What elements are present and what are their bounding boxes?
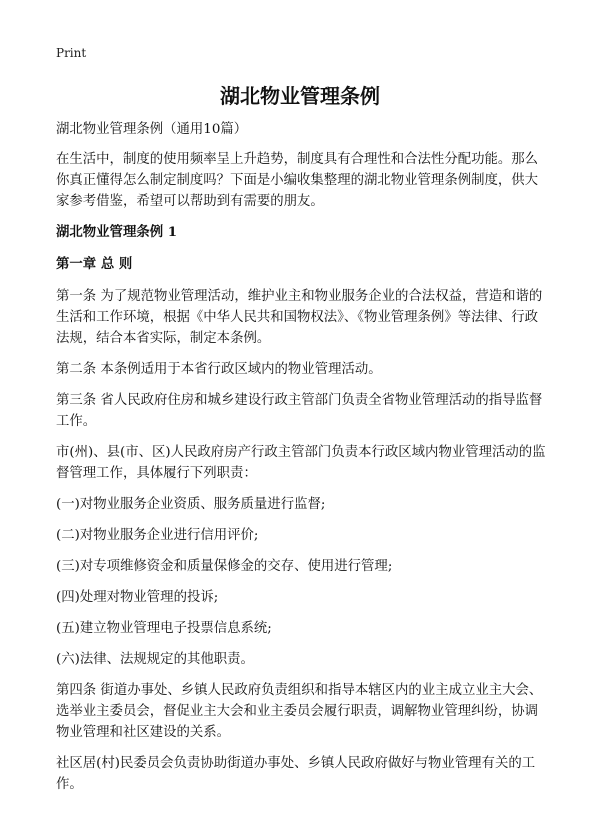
chapter-heading: 第一章 总 则 [56,256,133,272]
duty-item-4: (四)处理对物业管理的投诉; [56,590,219,605]
community-committee-paragraph: 社区居(村)民委员会负责协助街道办事处、乡镇人民政府做好与物业管理有关的工作。 [56,756,536,792]
duty-item-6: (六)法律、法规规定的其他职责。 [56,652,254,667]
duty-item-3: (三)对专项维修资金和质量保修金的交存、使用进行管理; [56,559,393,574]
article-4-paragraph: 第四条 街道办事处、乡镇人民政府负责组织和指导本辖区内的业主成立业主大会、选举业主委员会，督促业主大会和业主委员会履行职责，调解物业管理纠纷，协调物业管理和社区建设的关系。 [56,683,543,740]
duty-item-1: (一)对物业服务企业资质、服务质量进行监督; [56,497,326,512]
article-3-duties-intro: 市(州)、县(市、区)人民政府房产行政主管部门负责本行政区域内物业管理活动的监督管理工作，具体履行下列职责： [56,445,546,481]
duty-item-5: (五)建立物业管理电子投票信息系统; [56,621,272,636]
document-title: 湖北物业管理条例 [220,84,380,108]
article-3-paragraph: 第三条 省人民政府住房和城乡建设行政主管部门负责全省物业管理活动的指导监督工作。 [56,393,543,429]
section-heading: 湖北物业管理条例 1 [56,224,178,240]
print-link[interactable]: Print [56,46,87,60]
intro-paragraph: 在生活中，制度的使用频率呈上升趋势，制度具有合理性和合法性分配功能。那么你真正懂得怎么制定制度吗？下面是小编收集整理的湖北物业管理条例制度，供大家参考借鉴，希望可以帮助到有需要的朋友。 [56,152,539,209]
document-body [56,119,548,805]
document-subtitle: 湖北物业管理条例（通用10篇） [56,122,248,137]
article-1-paragraph: 第一条 为了规范物业管理活动，维护业主和物业服务企业的合法权益，营造和谐的生活和工作环境，根据《中华人民共和国物权法》、《物业管理条例》等法律、行政法规，结合本省实际，制定本条例。 [56,289,543,346]
duty-item-2: (二)对物业服务企业进行信用评价; [56,528,259,543]
article-2-paragraph: 第二条 本条例适用于本省行政区域内的物业管理活动。 [56,362,382,377]
